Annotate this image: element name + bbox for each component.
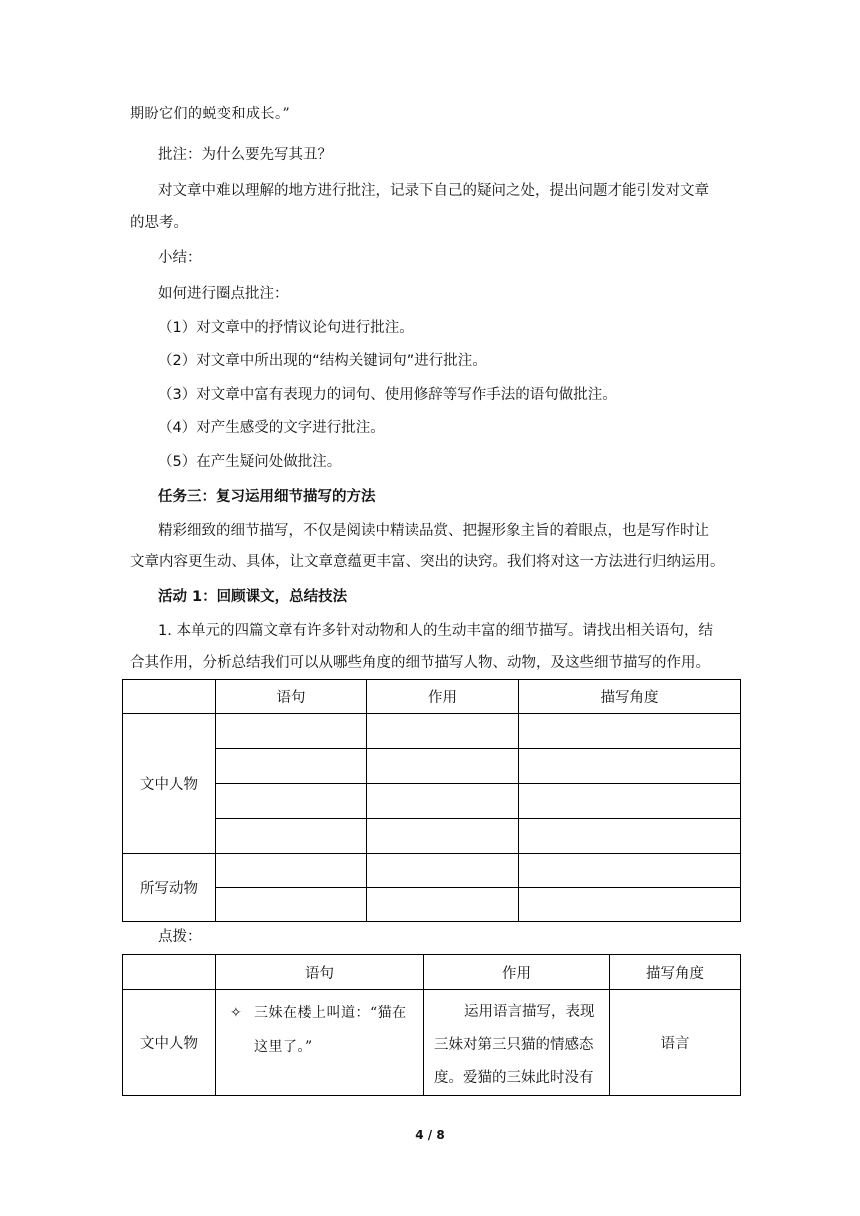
question-line: 合其作用，分析总结我们可以从哪些角度的细节描写人物、动物，及这些细节描写的作用。 bbox=[130, 655, 710, 671]
summary-heading: 小结： bbox=[158, 250, 202, 266]
effect-line: 度。爱猫的三妹此时没有 bbox=[434, 1070, 594, 1086]
section-heading: 任务三：复习运用细节描写的方法 bbox=[158, 489, 376, 505]
question-line: 1. 本单元的四篇文章有许多针对动物和人的生动丰富的细节描写。请找出相关语句，结 bbox=[158, 623, 713, 639]
effect-cell bbox=[424, 990, 610, 1096]
effect-line: 运用语言描写，表现 bbox=[464, 1004, 595, 1020]
table-header-cell: 描写角度 bbox=[610, 955, 741, 990]
table-header-cell: 语句 bbox=[216, 955, 424, 990]
table-header-cell bbox=[123, 955, 216, 990]
paragraph-line: 对文章中难以理解的地方进行批注，记录下自己的疑问之处，提出问题才能引发对文章 bbox=[158, 183, 709, 199]
table-header-cell: 作用 bbox=[367, 680, 519, 714]
table-cell bbox=[216, 784, 367, 819]
table-cell bbox=[519, 784, 741, 819]
table-row bbox=[123, 749, 741, 784]
table-row bbox=[123, 854, 741, 888]
table-cell bbox=[519, 888, 741, 922]
table-row bbox=[123, 714, 741, 749]
activity-heading: 活动 1：回顾课文，总结技法 bbox=[158, 589, 348, 605]
table-header-cell: 描写角度 bbox=[519, 680, 741, 714]
list-item: （4）对产生感受的文字进行批注。 bbox=[158, 420, 385, 436]
table-header-cell: 语句 bbox=[216, 680, 367, 714]
list-item: （5）在产生疑问处做批注。 bbox=[158, 454, 342, 470]
list-item: （1）对文章中的抒情议论句进行批注。 bbox=[158, 320, 414, 336]
paragraph-line: 如何进行圈点批注： bbox=[158, 286, 289, 302]
sentence-line: 这里了。” bbox=[254, 1039, 313, 1055]
table-row bbox=[123, 819, 741, 854]
paragraph-line: 的思考。 bbox=[130, 215, 188, 231]
table-cell bbox=[216, 854, 367, 888]
table-cell bbox=[367, 819, 519, 854]
row-group-label: 所写动物 bbox=[123, 854, 216, 922]
table-header-cell bbox=[123, 680, 216, 714]
row-label: 文中人物 bbox=[123, 990, 216, 1096]
table-cell bbox=[216, 714, 367, 749]
table-cell bbox=[216, 888, 367, 922]
sentence-line: 三妹在楼上叫道：“猫在 bbox=[254, 1005, 407, 1021]
table-cell bbox=[519, 854, 741, 888]
angle-cell: 语言 bbox=[610, 990, 741, 1096]
table-header-cell: 作用 bbox=[424, 955, 610, 990]
paragraph-line: 文章内容更生动、具体，让文章意蕴更丰富、突出的诀窍。我们将对这一方法进行归纳运用。 bbox=[130, 554, 725, 570]
effect-line: 三妹对第三只猫的情感态 bbox=[434, 1037, 594, 1053]
table-cell bbox=[367, 749, 519, 784]
table-cell bbox=[367, 888, 519, 922]
table-cell bbox=[216, 819, 367, 854]
annotation-question: 批注：为什么要先写其丑？ bbox=[158, 147, 332, 163]
table-row bbox=[123, 784, 741, 819]
table-cell bbox=[216, 749, 367, 784]
row-group-label: 文中人物 bbox=[123, 714, 216, 854]
table-cell bbox=[367, 854, 519, 888]
table-cell bbox=[367, 784, 519, 819]
paragraph-line: 精彩细致的细节描写，不仅是阅读中精读品赏、把握形象主旨的着眼点，也是写作时让 bbox=[158, 523, 709, 539]
table-cell bbox=[519, 819, 741, 854]
table-row bbox=[123, 990, 741, 1096]
list-item: （3）对文章中富有表现力的词句、使用修辞等写作手法的语句做批注。 bbox=[158, 387, 617, 403]
table-cell bbox=[519, 749, 741, 784]
table-cell bbox=[519, 714, 741, 749]
table-row bbox=[123, 888, 741, 922]
sentence-cell bbox=[216, 990, 424, 1096]
diamond-bullet-icon: ✧ bbox=[230, 1005, 242, 1021]
table-header-row bbox=[123, 955, 741, 990]
paragraph-continuation: 期盼它们的蜕变和成长。” bbox=[130, 106, 291, 122]
hint-label: 点拨： bbox=[158, 929, 202, 945]
hint-table bbox=[122, 954, 741, 1096]
table-cell bbox=[367, 714, 519, 749]
worksheet-table bbox=[122, 679, 741, 922]
list-item: （2）对文章中所出现的“结构关键词句”进行批注。 bbox=[158, 353, 487, 369]
page-number: 4 / 8 bbox=[415, 1128, 445, 1142]
table-header-row bbox=[123, 680, 741, 714]
